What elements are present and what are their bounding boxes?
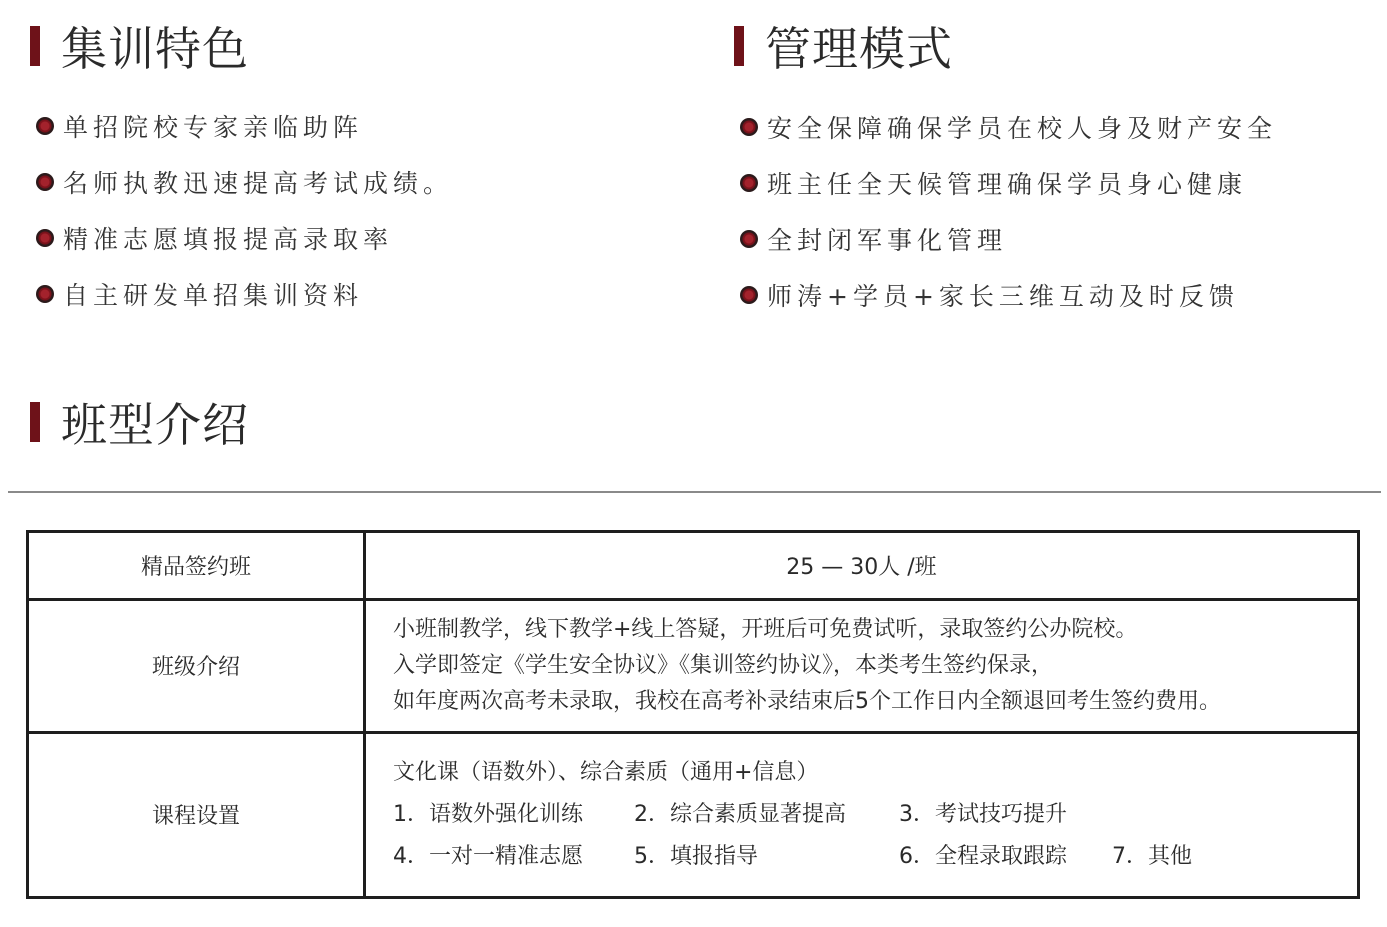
features-list	[36, 98, 453, 322]
class-types-title-text: 班型介绍	[61, 398, 249, 452]
table-row	[28, 600, 1359, 732]
management-list	[740, 99, 1277, 323]
management-title-text: 管理模式	[765, 22, 953, 76]
course-item: 7．其他	[1112, 843, 1192, 869]
management-text: 师涛+学员+家长三维互动及时反馈	[767, 282, 1239, 311]
class-types-title	[30, 392, 249, 452]
course-item: 5．填报指导	[634, 843, 758, 869]
radio-dot-icon	[740, 286, 758, 304]
list-item	[36, 154, 453, 210]
list-item	[740, 99, 1277, 155]
course-item	[1112, 794, 1232, 836]
management-title	[734, 16, 953, 76]
features-title	[30, 16, 249, 76]
class-table	[26, 530, 1360, 899]
course-item: 6．全程录取跟踪	[899, 843, 1067, 869]
class-size-value: 25 — 30人 /班	[365, 532, 1359, 600]
feature-text: 自主研发单招集训资料	[63, 281, 364, 310]
feature-text: 精准志愿填报提高录取率	[63, 225, 394, 254]
course-item: 1．语数外强化训练	[393, 801, 583, 827]
feature-text: 名师执教迅速提高考试成绩。	[63, 169, 454, 198]
intro-line: 小班制教学，线下教学+线上答疑，开班后可免费试听，录取签约公办院校。	[393, 616, 1138, 642]
list-item	[740, 267, 1277, 323]
radio-dot-icon	[36, 229, 54, 247]
list-item	[36, 98, 453, 154]
radio-dot-icon	[740, 230, 758, 248]
title-accent-bar	[30, 26, 40, 66]
features-title-text: 集训特色	[61, 22, 249, 76]
radio-dot-icon	[740, 174, 758, 192]
list-item	[740, 211, 1277, 267]
management-text: 班主任全天候管理确保学员身心健康	[767, 170, 1248, 199]
title-accent-bar	[30, 402, 40, 442]
title-accent-bar	[734, 26, 744, 66]
intro-line: 如年度两次高考未录取，我校在高考补录结束后5个工作日内全额退回考生签约费用。	[393, 688, 1221, 714]
row-label: 班级介绍	[28, 600, 365, 732]
course-grid	[393, 794, 1357, 878]
radio-dot-icon	[740, 118, 758, 136]
management-text: 安全保障确保学员在校人身及财产安全	[767, 114, 1278, 143]
course-item: 2．综合素质显著提高	[634, 801, 846, 827]
section-divider	[8, 491, 1381, 493]
management-text: 全封闭军事化管理	[767, 226, 1008, 255]
feature-text: 单招院校专家亲临助阵	[63, 113, 364, 142]
row-label: 精品签约班	[28, 532, 365, 600]
radio-dot-icon	[36, 173, 54, 191]
list-item	[36, 210, 453, 266]
intro-line: 入学即签定《学生安全协议》《集训签约协议》，本类考生签约保录，	[393, 652, 1054, 678]
course-cell	[365, 732, 1359, 897]
course-item: 3．考试技巧提升	[899, 801, 1067, 827]
row-label: 课程设置	[28, 732, 365, 897]
table-row	[28, 732, 1359, 897]
radio-dot-icon	[36, 117, 54, 135]
course-header: 文化课（语数外）、综合素质（通用+信息）	[393, 759, 819, 785]
class-intro-cell	[365, 600, 1359, 732]
course-item: 4．一对一精准志愿	[393, 843, 583, 869]
list-item	[36, 266, 453, 322]
list-item	[740, 155, 1277, 211]
radio-dot-icon	[36, 285, 54, 303]
table-row	[28, 532, 1359, 600]
